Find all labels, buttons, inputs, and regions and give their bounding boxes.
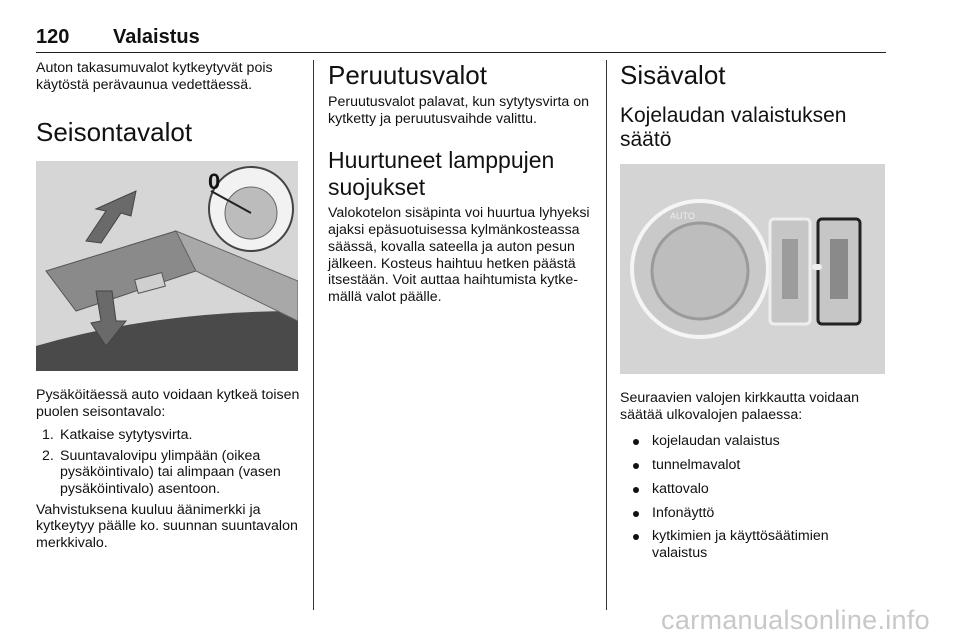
list-item: Infonäyttö [620, 505, 886, 522]
figure-label: AUTO [670, 211, 695, 221]
heading-sisavalot: Sisävalot [620, 60, 726, 90]
paragraph: Vahvistuksena kuuluu äänimerkki ja kytkeytyy päälle ko. suunnan suuntavalon merkkivalo. [36, 501, 298, 552]
intro-text: Auton takasumuvalot kytkeytyvät pois käytöstä perävaunua vedettäessä. [36, 60, 273, 93]
stalk-illustration [36, 161, 298, 371]
page-number: 120 [36, 26, 70, 48]
column-divider [313, 60, 314, 610]
list-item: 2. Suuntavalovipu ylimpään (oikea pysäköintivalo) tai alimpaan (vasen pysäköintivalo) asentoon. [42, 447, 281, 497]
heading-seisontavalot: Seisontavalot [36, 117, 193, 148]
list-item: kattovalo [620, 481, 886, 498]
column-right [620, 60, 886, 569]
list-item: tunnelmavalot [620, 457, 886, 474]
list-item: 1. Katkaise sytytysvirta. [42, 426, 193, 443]
column-left [36, 60, 301, 552]
heading-peruutusvalot: Peruutusvalot [328, 60, 487, 90]
heading-huurtuneet: Huurtuneet lamppujen suojukset [328, 147, 555, 201]
column-divider [606, 60, 607, 610]
list-item: kojelaudan valaistus [620, 433, 886, 450]
paragraph: Peruutusvalot palavat, kun sytytysvirta on kytketty ja peruutusvaihde valittu. [328, 94, 590, 127]
step-list [36, 427, 301, 498]
paragraph: Valokotelon sisäpinta voi huurtua lyhyeksi ajaksi epäsuotuisessa kylmänkosteassa säässä, kovalla sateella ja auton pesun jälkeen. Kosteus haihtuu hetken päästä itsestään. Voit auttaa haihtumista kytkemällä valot päälle. [328, 205, 590, 305]
bullet-list [620, 433, 886, 561]
column-middle [328, 60, 594, 306]
heading-kojelauta: Kojelaudan valaistuksen säätö [620, 104, 847, 151]
figure-label: 0 [208, 169, 221, 195]
page-header [36, 26, 886, 53]
paragraph: Pysäköitäessä auto voidaan kytkeä toisen puolen seisontavalo: [36, 387, 300, 421]
list-item: kytkimien ja käyttösäätimien valaistus [620, 528, 886, 561]
section-title: Valaistus [113, 26, 200, 48]
watermark: carmanualsonline.info [661, 605, 930, 635]
light-knob [652, 223, 748, 319]
dash-light-switch-illustration [620, 164, 885, 374]
paragraph: Seuraavien valojen kirkkautta voidaan säätää ulkovalojen palaessa: [620, 390, 859, 423]
